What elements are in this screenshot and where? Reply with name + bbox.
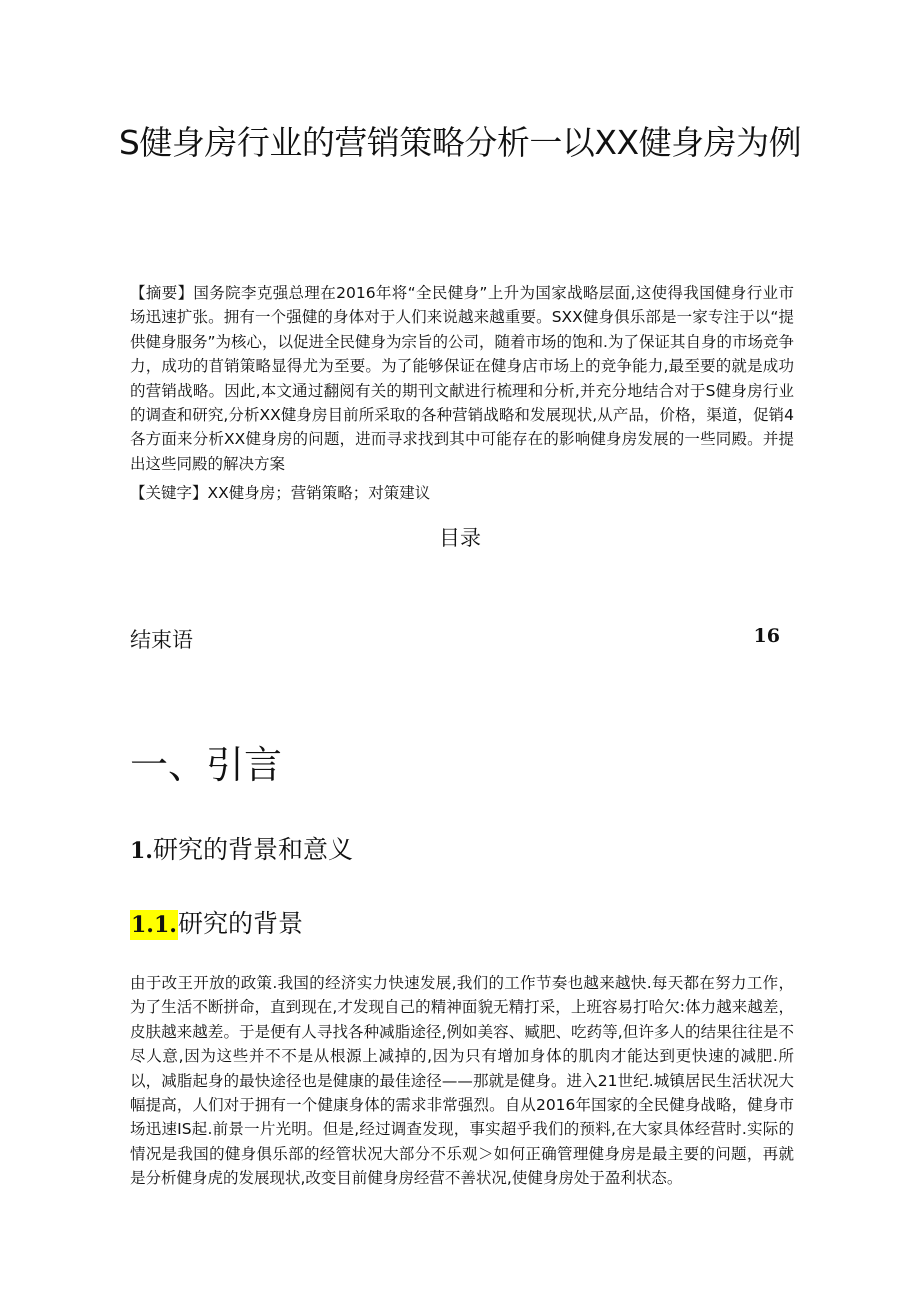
background-paragraph: 由于改王开放的政策.我国的经济实力快速发展,我们的工作节奏也越来越快.每天都在努力工作，为了生活不断拼命，直到现在,才发现自己的精神面貌无精打采，上班容易打哈欠:体力越来越差，皮肤越来越差。于是便有人寻找各种减脂途径,例如美容、臧肥、吃药等,但许多人的结果往往是不尽人意,因为这些并不不是从根源上减掉的,因为只有增加身体的肌肉才能达到更快速的减肥.所以，减脂起身的最快途径也是健康的最佳途径——那就是健身。进入21世纪.城镇居民生活状况大幅提高，人们对于拥有一个健康身体的需求非常强烈。自从2016年国家的全民健身战略，健身市场迅速IS起.前景一片光明。但是,经过调查发现，事实超乎我们的预料,在大家具体经营时.实际的情况是我国的健身俱乐部的经管状况大部分不乐观＞如何正确管理健身房是最主要的问题，再就是分析健身虎的发展现状,改变目前健身房经营不善状况,使健身房处于盈利状态。 [130, 974, 794, 1188]
subsection-title: 研究的背景和意义 [152, 835, 353, 864]
subsubsection-title: 研究的背景 [177, 909, 303, 938]
highlighted-subsubsection-number: 1.1. [131, 912, 177, 938]
section-heading-introduction: 一、引言 [130, 743, 283, 787]
toc-entry[interactable] [130, 625, 780, 655]
keywords-line: 【关键字】XX健身房；营销策略；对策建议 [130, 484, 431, 502]
subsubsection-heading-background [130, 906, 303, 943]
abstract-paragraph: 【摘要】国务院李克强总理在2016年将“全民健身”上升为国家战略层面,这使得我国健身行业市场迅速扩张。拥有一个强健的身体对于人们来说越来越重要。SXX健身俱乐部是一家专注于以“提供健身服务”为核心，以促进全民健身为宗旨的公司，随着市场的饱和.为了保证其自身的市场竞争力，成功的苜销策略显得尤为至要。为了能够保证在健身店市场上的竞争能力,最至要的就是成功的营销战略。因此,本文通过翻阅有关的期刊文献进行梳理和分析,并充分地结合对于S健身房行业的调查和研究,分析XX健身房目前所采取的各种营销战略和发展现状,从产品，价格，渠道，促销4各方面来分析XX健身房的问题，进而寻求找到其中可能存在的影响健身房发展的一些同殿。并提出这些同殿的解决方案 [130, 284, 794, 473]
toc-entry-page-number: 16 [753, 625, 780, 647]
subsection-heading-background-significance [130, 832, 353, 869]
document-title: S健身房行业的营销策略分析一以XX健身房为例 [118, 123, 802, 162]
subsection-number: 1. [130, 838, 153, 864]
toc-title: 目录 [439, 526, 481, 550]
toc-entry-label: 结束语 [130, 628, 193, 652]
